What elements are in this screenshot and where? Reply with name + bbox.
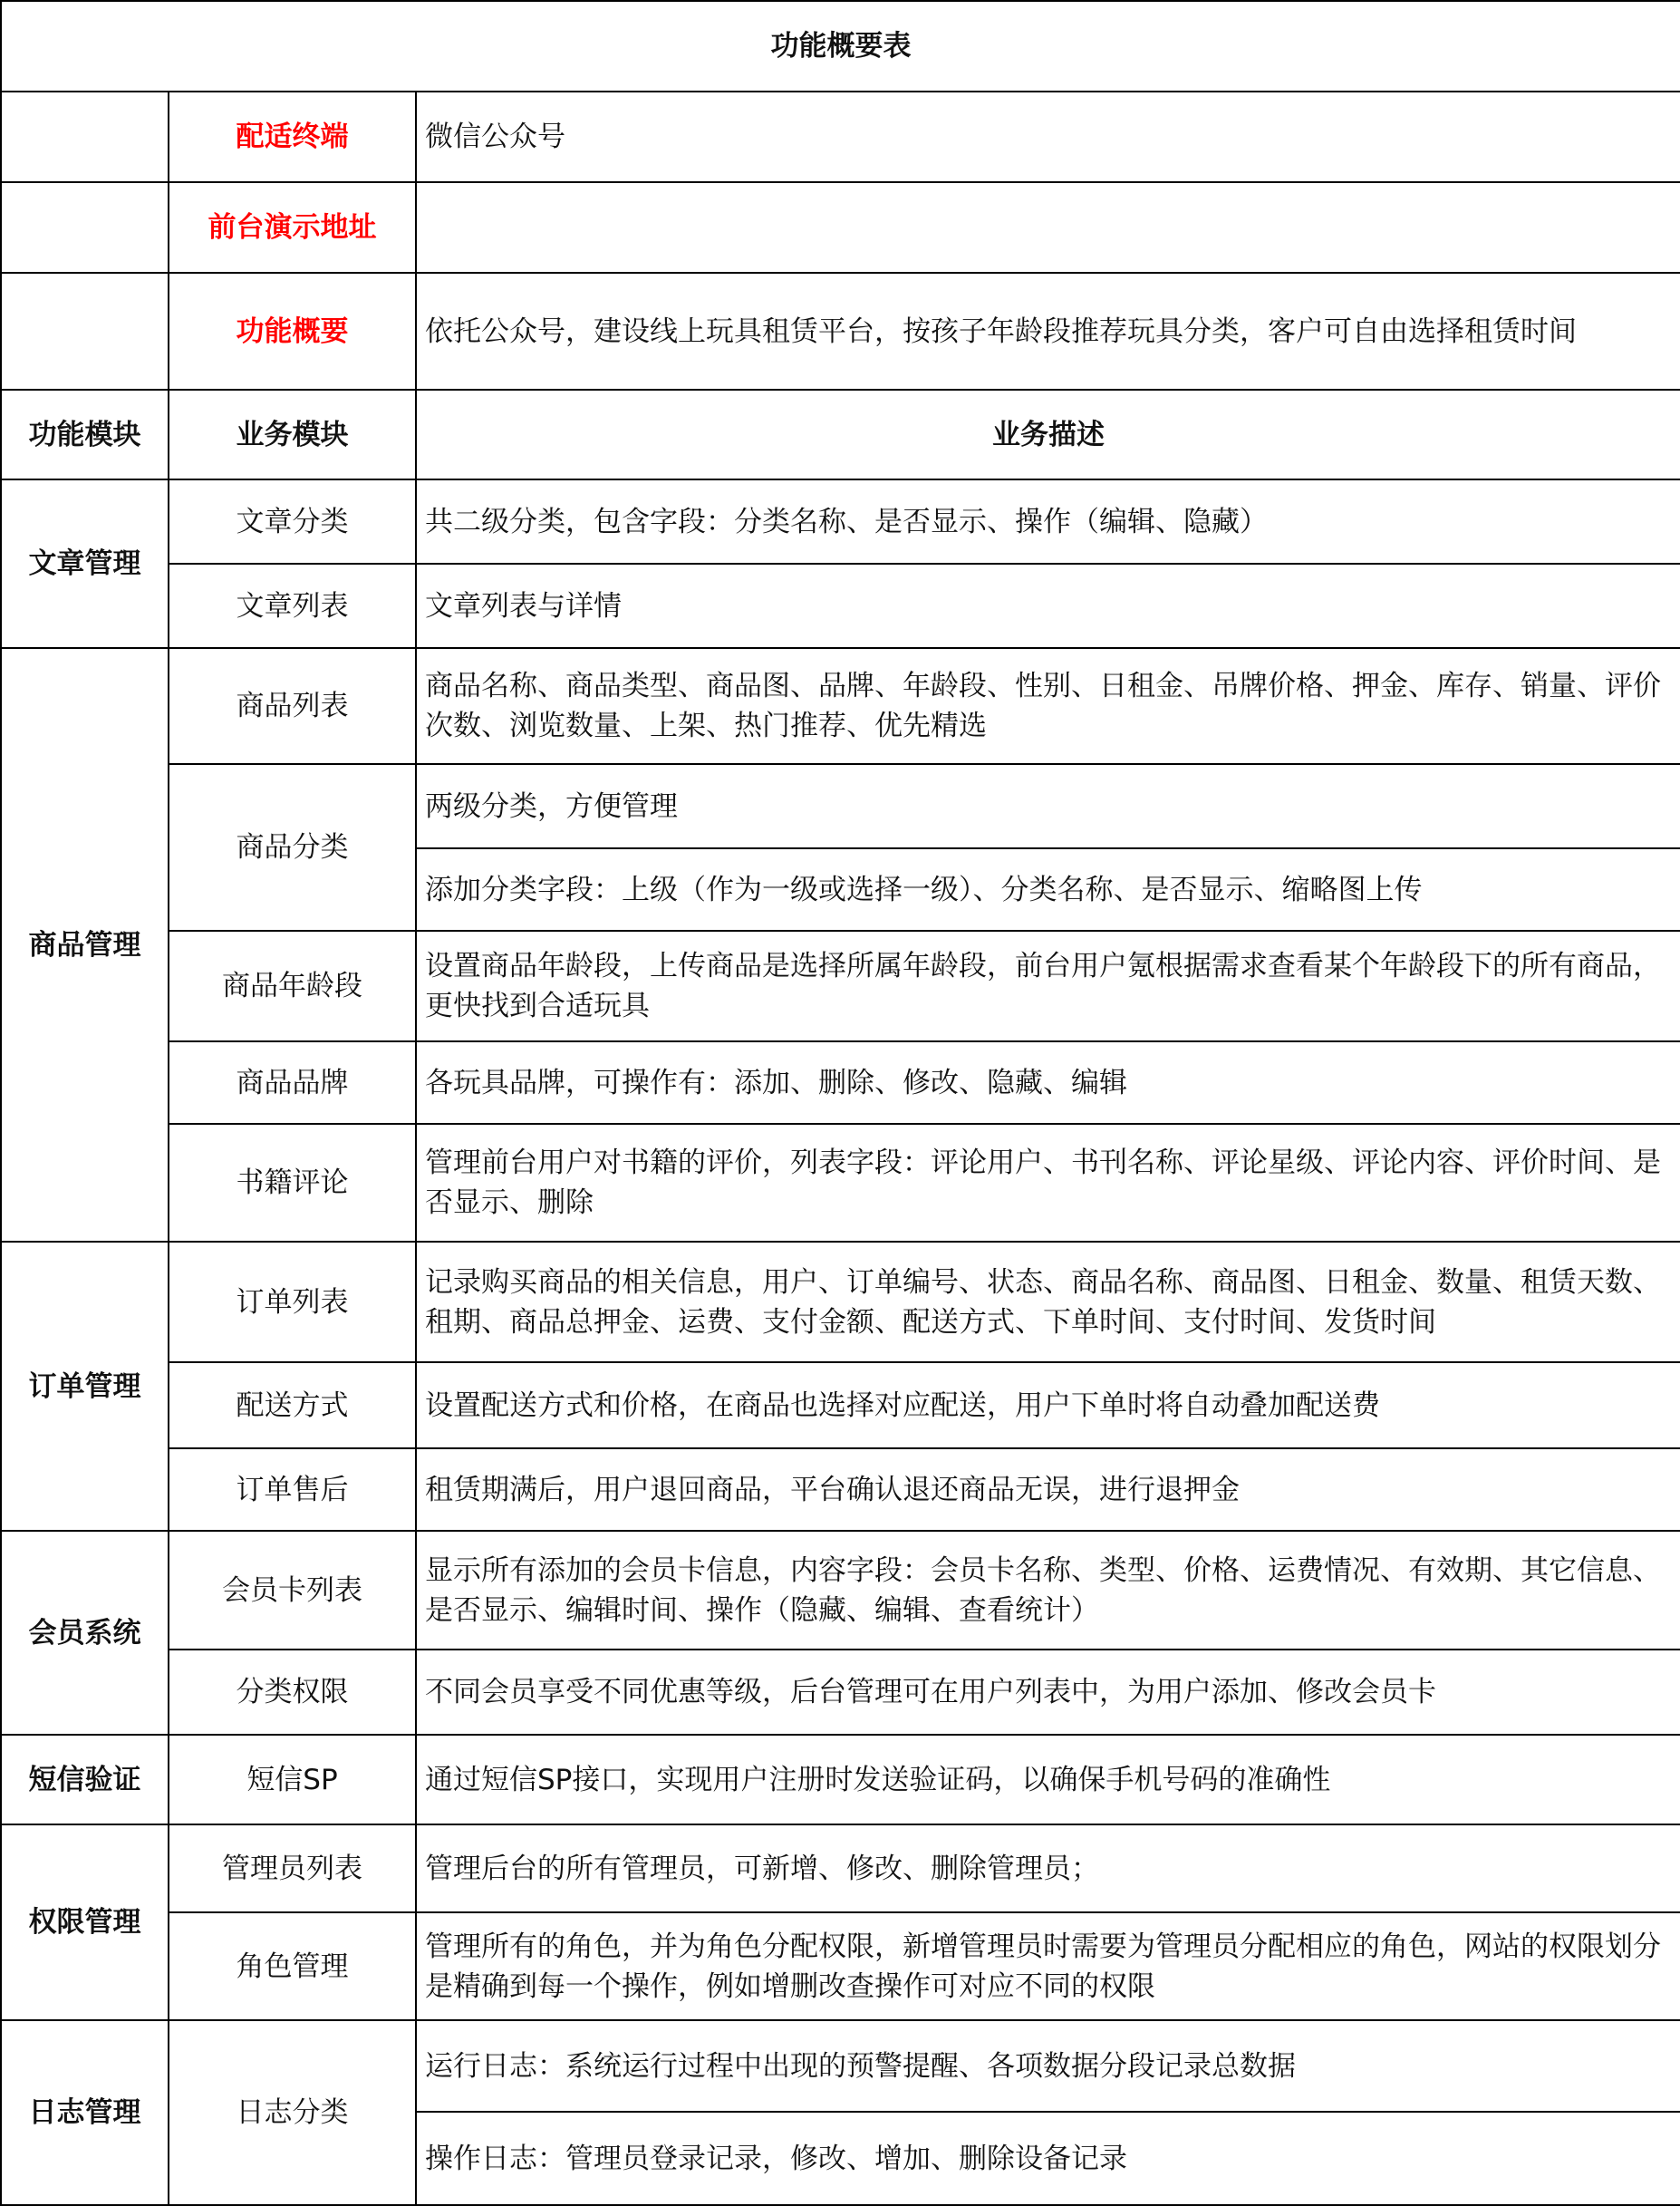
desc-sms-sp: 通过短信SP接口，实现用户注册时发送验证码，以确保手机号码的准确性 bbox=[416, 1735, 1680, 1824]
desc-category-permission: 不同会员享受不同优惠等级，后台管理可在用户列表中，为用户添加、修改会员卡 bbox=[416, 1650, 1680, 1735]
business-order-list: 订单列表 bbox=[169, 1242, 416, 1362]
info-row-summary bbox=[1, 273, 1680, 390]
table-row bbox=[1, 1824, 1680, 1912]
table-row bbox=[1, 1362, 1680, 1448]
business-delivery: 配送方式 bbox=[169, 1362, 416, 1448]
table-row bbox=[1, 648, 1680, 764]
info-row-demo-address bbox=[1, 182, 1680, 273]
desc-log-operation: 操作日志：管理员登录记录，修改、增加、删除设备记录 bbox=[416, 2112, 1680, 2205]
business-admin-list: 管理员列表 bbox=[169, 1824, 416, 1912]
module-log: 日志管理 bbox=[1, 2020, 169, 2205]
table-row bbox=[1, 1448, 1680, 1531]
info-label-demo-address: 前台演示地址 bbox=[169, 182, 416, 273]
business-article-list: 文章列表 bbox=[169, 564, 416, 648]
info-blank-cell bbox=[1, 182, 169, 273]
business-after-sale: 订单售后 bbox=[169, 1448, 416, 1531]
business-category-permission: 分类权限 bbox=[169, 1650, 416, 1735]
desc-goods-age: 设置商品年龄段，上传商品是选择所属年龄段，前台用户氪根据需求查看某个年龄段下的所有商品，更快找到合适玩具 bbox=[416, 931, 1680, 1041]
desc-member-card: 显示所有添加的会员卡信息，内容字段：会员卡名称、类型、价格、运费情况、有效期、其它信息、是否显示、编辑时间、操作（隐藏、编辑、查看统计） bbox=[416, 1531, 1680, 1650]
desc-role-management: 管理所有的角色，并为角色分配权限，新增管理员时需要为管理员分配相应的角色，网站的权限划分是精确到每一个操作，例如增删改查操作可对应不同的权限 bbox=[416, 1912, 1680, 2020]
business-article-category: 文章分类 bbox=[169, 479, 416, 564]
table-row bbox=[1, 1650, 1680, 1735]
table-row bbox=[1, 1041, 1680, 1124]
module-goods: 商品管理 bbox=[1, 648, 169, 1242]
business-goods-category: 商品分类 bbox=[169, 764, 416, 931]
table-row bbox=[1, 564, 1680, 648]
table-row bbox=[1, 2020, 1680, 2112]
table-row bbox=[1, 1124, 1680, 1242]
business-role-management: 角色管理 bbox=[169, 1912, 416, 2020]
info-value-summary: 依托公众号，建设线上玩具租赁平台，按孩子年龄段推荐玩具分类，客户可自由选择租赁时间 bbox=[416, 273, 1680, 390]
business-sms-sp: 短信SP bbox=[169, 1735, 416, 1824]
header-description: 业务描述 bbox=[416, 390, 1680, 479]
info-blank-cell bbox=[1, 273, 169, 390]
business-book-review: 书籍评论 bbox=[169, 1124, 416, 1242]
table-row bbox=[1, 764, 1680, 848]
info-value-demo-address bbox=[416, 182, 1680, 273]
info-label-terminal: 配适终端 bbox=[169, 92, 416, 182]
header-module: 功能模块 bbox=[1, 390, 169, 479]
module-permission: 权限管理 bbox=[1, 1824, 169, 2020]
business-goods-brand: 商品品牌 bbox=[169, 1041, 416, 1124]
table-row bbox=[1, 931, 1680, 1041]
desc-article-list: 文章列表与详情 bbox=[416, 564, 1680, 648]
desc-book-review: 管理前台用户对书籍的评价，列表字段：评论用户、书刊名称、评论星级、评论内容、评价时间、是否显示、删除 bbox=[416, 1124, 1680, 1242]
module-order: 订单管理 bbox=[1, 1242, 169, 1531]
desc-delivery: 设置配送方式和价格，在商品也选择对应配送，用户下单时将自动叠加配送费 bbox=[416, 1362, 1680, 1448]
info-value-terminal: 微信公众号 bbox=[416, 92, 1680, 182]
desc-after-sale: 租赁期满后，用户退回商品，平台确认退还商品无误，进行退押金 bbox=[416, 1448, 1680, 1531]
desc-goods-brand: 各玩具品牌，可操作有：添加、删除、修改、隐藏、编辑 bbox=[416, 1041, 1680, 1124]
table-row bbox=[1, 1912, 1680, 2020]
table-row bbox=[1, 1531, 1680, 1650]
module-member: 会员系统 bbox=[1, 1531, 169, 1735]
title-row bbox=[1, 1, 1680, 92]
business-member-card: 会员卡列表 bbox=[169, 1531, 416, 1650]
info-label-summary: 功能概要 bbox=[169, 273, 416, 390]
desc-goods-category-1: 两级分类，方便管理 bbox=[416, 764, 1680, 848]
desc-order-list: 记录购买商品的相关信息，用户、订单编号、状态、商品名称、商品图、日租金、数量、租赁天数、租期、商品总押金、运费、支付金额、配送方式、下单时间、支付时间、发货时间 bbox=[416, 1242, 1680, 1362]
header-row bbox=[1, 390, 1680, 479]
module-sms: 短信验证 bbox=[1, 1735, 169, 1824]
business-log-category: 日志分类 bbox=[169, 2020, 416, 2205]
business-goods-list: 商品列表 bbox=[169, 648, 416, 764]
desc-goods-list: 商品名称、商品类型、商品图、品牌、年龄段、性别、日租金、吊牌价格、押金、库存、销量、评价次数、浏览数量、上架、热门推荐、优先精选 bbox=[416, 648, 1680, 764]
desc-log-run: 运行日志：系统运行过程中出现的预警提醒、各项数据分段记录总数据 bbox=[416, 2020, 1680, 2112]
desc-article-category: 共二级分类，包含字段：分类名称、是否显示、操作（编辑、隐藏） bbox=[416, 479, 1680, 564]
module-article: 文章管理 bbox=[1, 479, 169, 648]
table-row bbox=[1, 1735, 1680, 1824]
table-row bbox=[1, 1242, 1680, 1362]
business-goods-age: 商品年龄段 bbox=[169, 931, 416, 1041]
desc-admin-list: 管理后台的所有管理员，可新增、修改、删除管理员； bbox=[416, 1824, 1680, 1912]
info-row-terminal bbox=[1, 92, 1680, 182]
table-title: 功能概要表 bbox=[1, 1, 1680, 92]
header-business: 业务模块 bbox=[169, 390, 416, 479]
info-blank-cell bbox=[1, 92, 169, 182]
desc-goods-category-2: 添加分类字段：上级（作为一级或选择一级）、分类名称、是否显示、缩略图上传 bbox=[416, 848, 1680, 931]
table-row bbox=[1, 479, 1680, 564]
